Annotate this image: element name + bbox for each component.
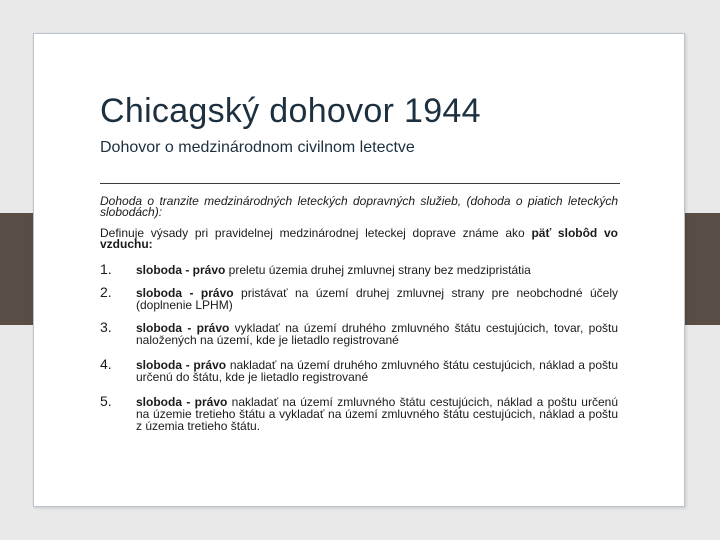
- list-item-body: [136, 322, 618, 346]
- list-item-text: nakladať na území druhého zmluvného štátu cestujúcich, náklad a poštu určenú do štátu, kde je lietadlo registrované: [136, 358, 618, 384]
- list-item-bold: sloboda - právo: [136, 358, 227, 372]
- intro-paragraph-1: Dohoda o tranzite medzinárodných leteckých dopravných služieb, (dohoda o piatich leteckých slobodách):: [100, 194, 618, 219]
- list-item-number: 2.: [100, 284, 112, 300]
- list-item-body: [136, 264, 618, 276]
- slide-subtitle: Dohovor o medzinárodnom civilnom letectve: [100, 139, 415, 156]
- intro-paragraph-2-text: Definuje výsady pri pravidelnej medzinárodnej leteckej doprave známe ako: [100, 226, 532, 240]
- list-item-number: 3.: [100, 319, 112, 335]
- list-item: [100, 261, 618, 277]
- list-item-text: vykladať na území druhého zmluvného štátu cestujúcich, tovar, poštu naložených na území, kde je lietadlo registrované: [136, 321, 618, 347]
- list-item: [100, 356, 618, 384]
- list-item-body: [136, 287, 618, 311]
- list-item-text: nakladať na území zmluvného štátu cestujúcich, náklad a poštu určenú na územie tretieho štátu a vykladať na území zmluvného štátu cestujúcich, náklad a poštu z územia tretieho štátu.: [136, 395, 619, 433]
- list-item-text: pristávať na území druhej zmluvnej strany pre neobchodné účely (doplnenie LPHM): [136, 286, 619, 312]
- list-item-bold: sloboda - právo: [136, 263, 226, 277]
- slide-title: Chicagský dohovor 1944: [100, 92, 481, 130]
- list-item-text: preletu územia druhej zmluvnej strany bez medzipristátia: [225, 263, 531, 277]
- list-item: [100, 284, 619, 312]
- list-item-bold: sloboda - právo: [136, 286, 234, 300]
- intro-paragraph-2-bold: päť slobôd vo vzduchu:: [100, 226, 618, 251]
- list-item: [100, 393, 619, 433]
- decorative-band-left: [0, 213, 36, 325]
- list-item-number: 5.: [100, 393, 112, 409]
- list-item-body: [136, 359, 618, 383]
- list-item-number: 1.: [100, 261, 112, 277]
- list-item-number: 4.: [100, 356, 112, 372]
- list-item-body: [136, 396, 618, 432]
- list-item-bold: sloboda - právo: [136, 321, 230, 335]
- intro-paragraph-2: [100, 228, 618, 250]
- list-item-bold: sloboda - právo: [136, 395, 228, 409]
- title-divider: [100, 183, 620, 184]
- decorative-band-right: [684, 213, 720, 325]
- list-item: [100, 319, 618, 347]
